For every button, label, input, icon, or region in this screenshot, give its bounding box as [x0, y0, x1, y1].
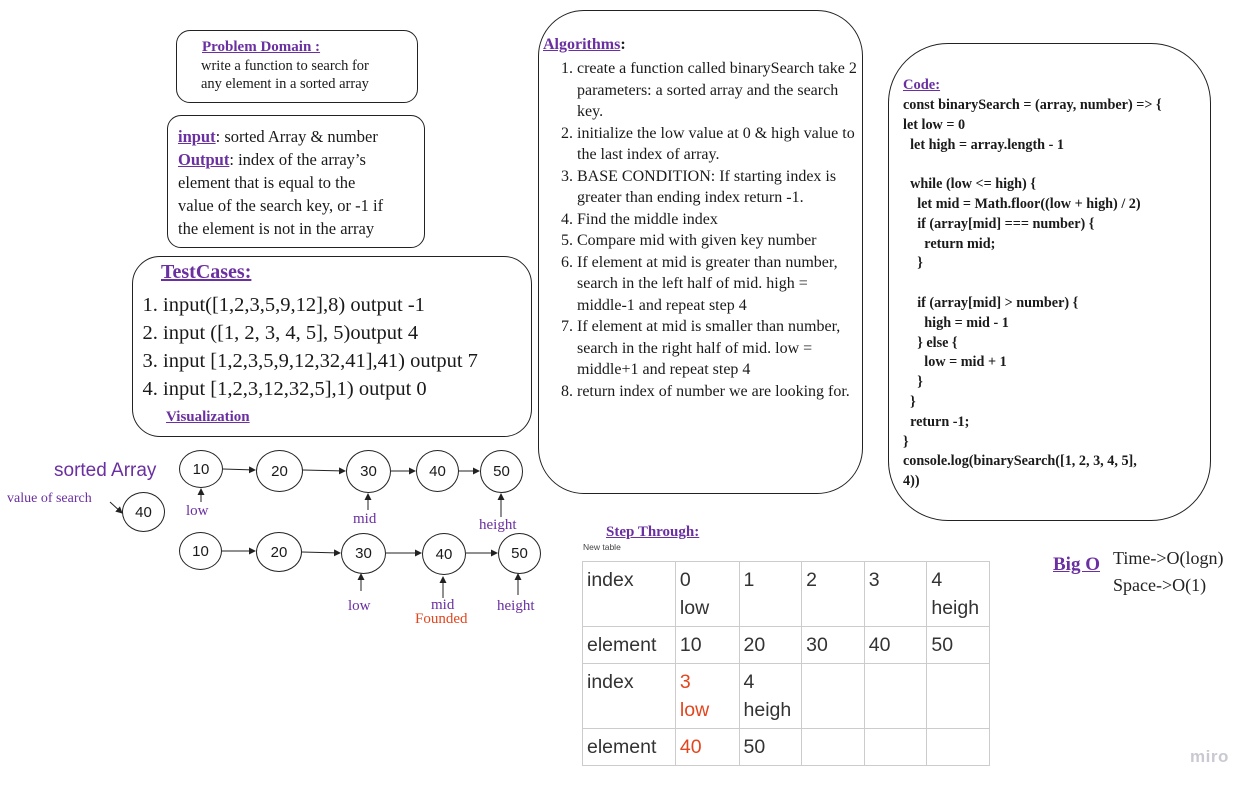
output-text1: : index of the array’s [229, 150, 366, 169]
table-cell: 50 [927, 627, 990, 664]
table-caption: New table [583, 542, 621, 552]
row1-mid-label: mid [353, 511, 377, 527]
table-cell: 20 [739, 627, 802, 664]
code-line: high = mid - 1 [903, 314, 1009, 331]
table-cell: 4 heigh [739, 664, 802, 729]
table-cell: 2 [802, 562, 865, 627]
big-o-time: Time->O(logn) [1113, 548, 1224, 568]
sorted-array-label: sorted Array [54, 460, 157, 481]
output-label: Output [178, 150, 230, 169]
testcases-title: TestCases: [161, 261, 252, 283]
table-cell: 0 low [675, 562, 739, 627]
array-node: 30 [346, 450, 391, 493]
problem-domain-line1: write a function to search for [201, 58, 369, 74]
code-title: Code: [903, 77, 941, 93]
testcase-item: 1. input([1,2,3,5,9,12],8) output -1 [163, 291, 478, 319]
array-node: 10 [179, 532, 222, 570]
table-cell: 40 [864, 627, 927, 664]
output-line2: element that is equal to the [178, 173, 356, 192]
table-cell [802, 729, 865, 766]
algorithm-step: 1. create a function called binarySearch take 2 parameters: a sorted array and the search key. [577, 58, 861, 123]
table-cell [802, 664, 865, 729]
table-cell [927, 664, 990, 729]
array-node: 30 [341, 533, 386, 574]
array-node: 20 [256, 450, 303, 492]
step-through-title: Step Through: [606, 524, 700, 540]
array-node: 50 [480, 450, 523, 493]
row1-low-label: low [186, 503, 209, 519]
table-cell [864, 729, 927, 766]
code-line: while (low <= high) { [903, 176, 1036, 193]
array-node: 40 [416, 450, 459, 492]
row2-mid-label: mid [431, 597, 455, 613]
algorithms-title: Algorithms [543, 36, 621, 53]
code-line: const binarySearch = (array, number) => { [903, 97, 1162, 113]
code-line: } [903, 374, 923, 391]
input-text: : sorted Array & number [215, 127, 378, 146]
table-cell [864, 664, 927, 729]
code-line: } [903, 433, 909, 450]
problem-domain-title: Problem Domain : [202, 39, 321, 55]
table-row [583, 627, 990, 664]
table-cell: 3 [864, 562, 927, 627]
row2-low-label: low [348, 598, 371, 614]
array-node: 40 [422, 533, 466, 575]
code-line: if (array[mid] > number) { [903, 294, 1079, 311]
table-row [583, 562, 990, 627]
table-cell [927, 729, 990, 766]
code-line: } [903, 393, 916, 410]
algorithm-step: 6. If element at mid is greater than number, search in the left half of mid. high = middle-1 and repeat step 4 [577, 252, 861, 317]
testcase-item: 2. input ([1, 2, 3, 4, 5], 5)output 4 [163, 319, 478, 347]
code-line: } [903, 255, 923, 272]
array-node: 50 [498, 533, 541, 574]
row2-found-label: Founded [415, 611, 468, 627]
output-line4: the element is not in the array [178, 219, 375, 238]
testcase-item: 4. input [1,2,3,12,32,5],1) output 0 [163, 375, 478, 403]
code-line: } else { [903, 334, 958, 351]
table-row [583, 664, 990, 729]
array-node: 20 [256, 532, 302, 572]
algorithm-step: 5. Compare mid with given key number [577, 230, 861, 252]
table-cell: 50 [739, 729, 802, 766]
code-line: console.log(binarySearch([1, 2, 3, 4, 5], [903, 453, 1137, 470]
table-cell: 30 [802, 627, 865, 664]
algorithm-step: 2. initialize the low value at 0 & high value to the last index of array. [577, 123, 861, 166]
table-cell: 4 heigh [927, 562, 990, 627]
table-cell: element [583, 627, 676, 664]
table-cell: 3 low [675, 664, 739, 729]
code-line: low = mid + 1 [903, 354, 1007, 371]
row2-high-label: height [497, 598, 535, 614]
code-line: if (array[mid] === number) { [903, 215, 1095, 232]
algorithm-step: 3. BASE CONDITION: If starting index is greater than ending index return -1. [577, 166, 861, 209]
array-node: 10 [179, 450, 223, 488]
table-cell: 10 [675, 627, 739, 664]
algorithm-step: 8. return index of number we are looking for. [577, 381, 861, 403]
algorithm-step: 7. If element at mid is smaller than number, search in the right half of mid. low = middle+1 and repeat step 4 [577, 316, 861, 381]
code-line: let high = array.length - 1 [903, 136, 1064, 153]
big-o-title: Big O [1053, 554, 1100, 575]
code-line: return mid; [903, 235, 996, 252]
table-cell: index [583, 562, 676, 627]
code-line: return -1; [903, 413, 970, 430]
search-value-node: 40 [122, 492, 165, 532]
code-line: let low = 0 [903, 116, 966, 133]
value-of-search-label: value of search [7, 491, 92, 506]
row1-high-label: height [479, 517, 517, 533]
input-label: input [178, 127, 216, 146]
output-line3: value of the search key, or -1 if [178, 196, 384, 215]
algorithms-colon: : [620, 36, 626, 53]
table-row [583, 729, 990, 766]
table-cell: index [583, 664, 676, 729]
table-cell: 1 [739, 562, 802, 627]
big-o-space: Space->O(1) [1113, 575, 1207, 595]
table-cell: element [583, 729, 676, 766]
table-cell: 40 [675, 729, 739, 766]
code-line: let mid = Math.floor((low + high) / 2) [903, 195, 1141, 212]
testcase-item: 3. input [1,2,3,5,9,12,32,41],41) output 7 [163, 347, 478, 375]
algorithm-step: 4. Find the middle index [577, 209, 861, 231]
code-line: 4)) [903, 473, 920, 490]
step-through-table [582, 561, 990, 766]
visualization-label: Visualization [166, 409, 250, 425]
miro-watermark: miro [1190, 747, 1229, 766]
problem-domain-line2: any element in a sorted array [201, 76, 369, 92]
